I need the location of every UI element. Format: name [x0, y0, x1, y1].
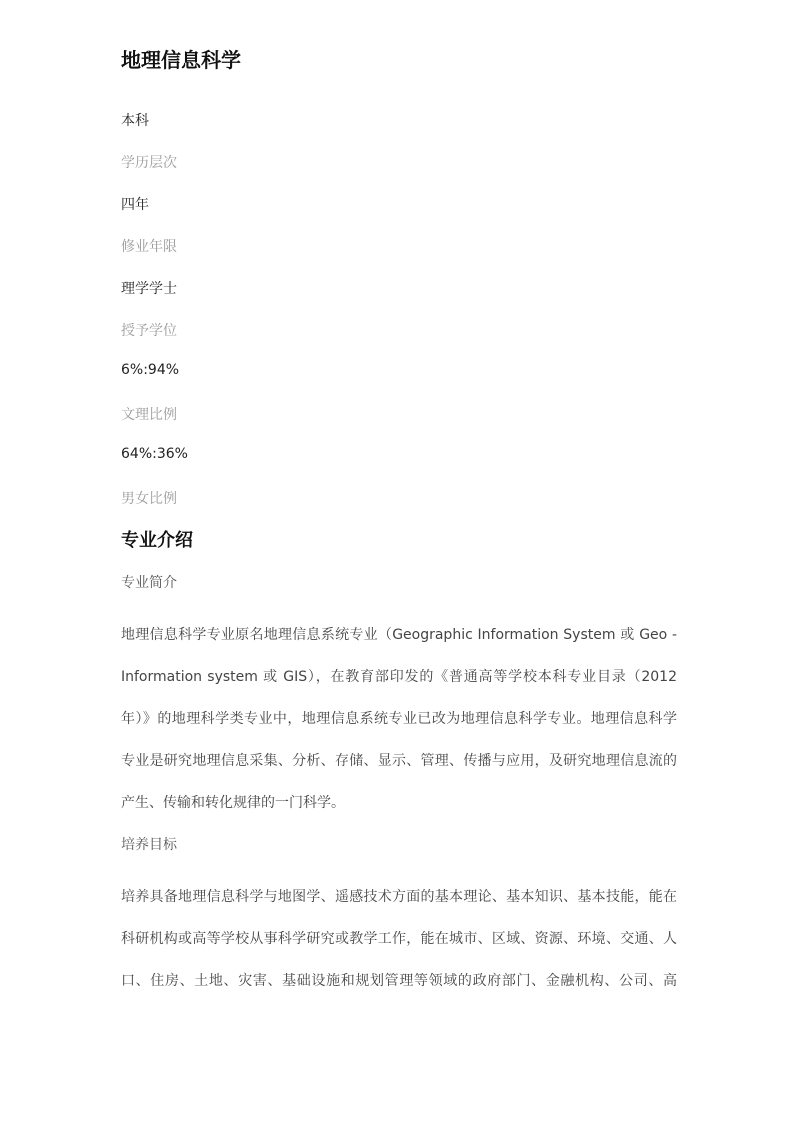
fact-label-duration: 修业年限: [121, 239, 177, 255]
intro-heading: 专业简介: [121, 575, 177, 591]
intro-line: Information system 或 GIS），在教育部印发的《普通高等学校本科专业目录（2012: [121, 669, 677, 685]
fact-label-gender-ratio: 男女比例: [121, 491, 177, 507]
intro-line: 专业是研究地理信息采集、分析、存储、显示、管理、传播与应用，及研究地理信息流的: [121, 753, 677, 769]
fact-value-education-level: 本科: [121, 113, 149, 129]
fact-value-gender-ratio: 64%:36%: [121, 446, 188, 462]
goal-line: 口、住房、土地、灾害、基础设施和规划管理等领域的政府部门、金融机构、公司、高: [121, 973, 677, 989]
goal-line: 培养具备地理信息科学与地图学、遥感技术方面的基本理论、基本知识、基本技能，能在: [121, 889, 677, 905]
fact-value-arts-science-ratio: 6%:94%: [121, 362, 180, 378]
fact-value-duration: 四年: [121, 197, 149, 213]
fact-value-degree: 理学学士: [121, 281, 177, 297]
fact-label-arts-science-ratio: 文理比例: [121, 407, 177, 423]
goal-heading: 培养目标: [121, 837, 177, 853]
intro-line: 地理信息科学专业原名地理信息系统专业（Geographic Information System 或 Geo -: [121, 627, 677, 643]
fact-label-degree: 授予学位: [121, 323, 177, 339]
goal-line: 科研机构或高等学校从事科学研究或教学工作，能在城市、区域、资源、环境、交通、人: [121, 931, 677, 947]
page-title: 地理信息科学: [121, 48, 241, 72]
intro-line: 产生、传输和转化规律的一门科学。: [121, 795, 345, 811]
section-title: 专业介绍: [121, 530, 193, 551]
fact-label-education-level: 学历层次: [121, 155, 177, 171]
intro-line: 年）》的地理科学类专业中，地理信息系统专业已改为地理信息科学专业。地理信息科学: [121, 711, 677, 727]
